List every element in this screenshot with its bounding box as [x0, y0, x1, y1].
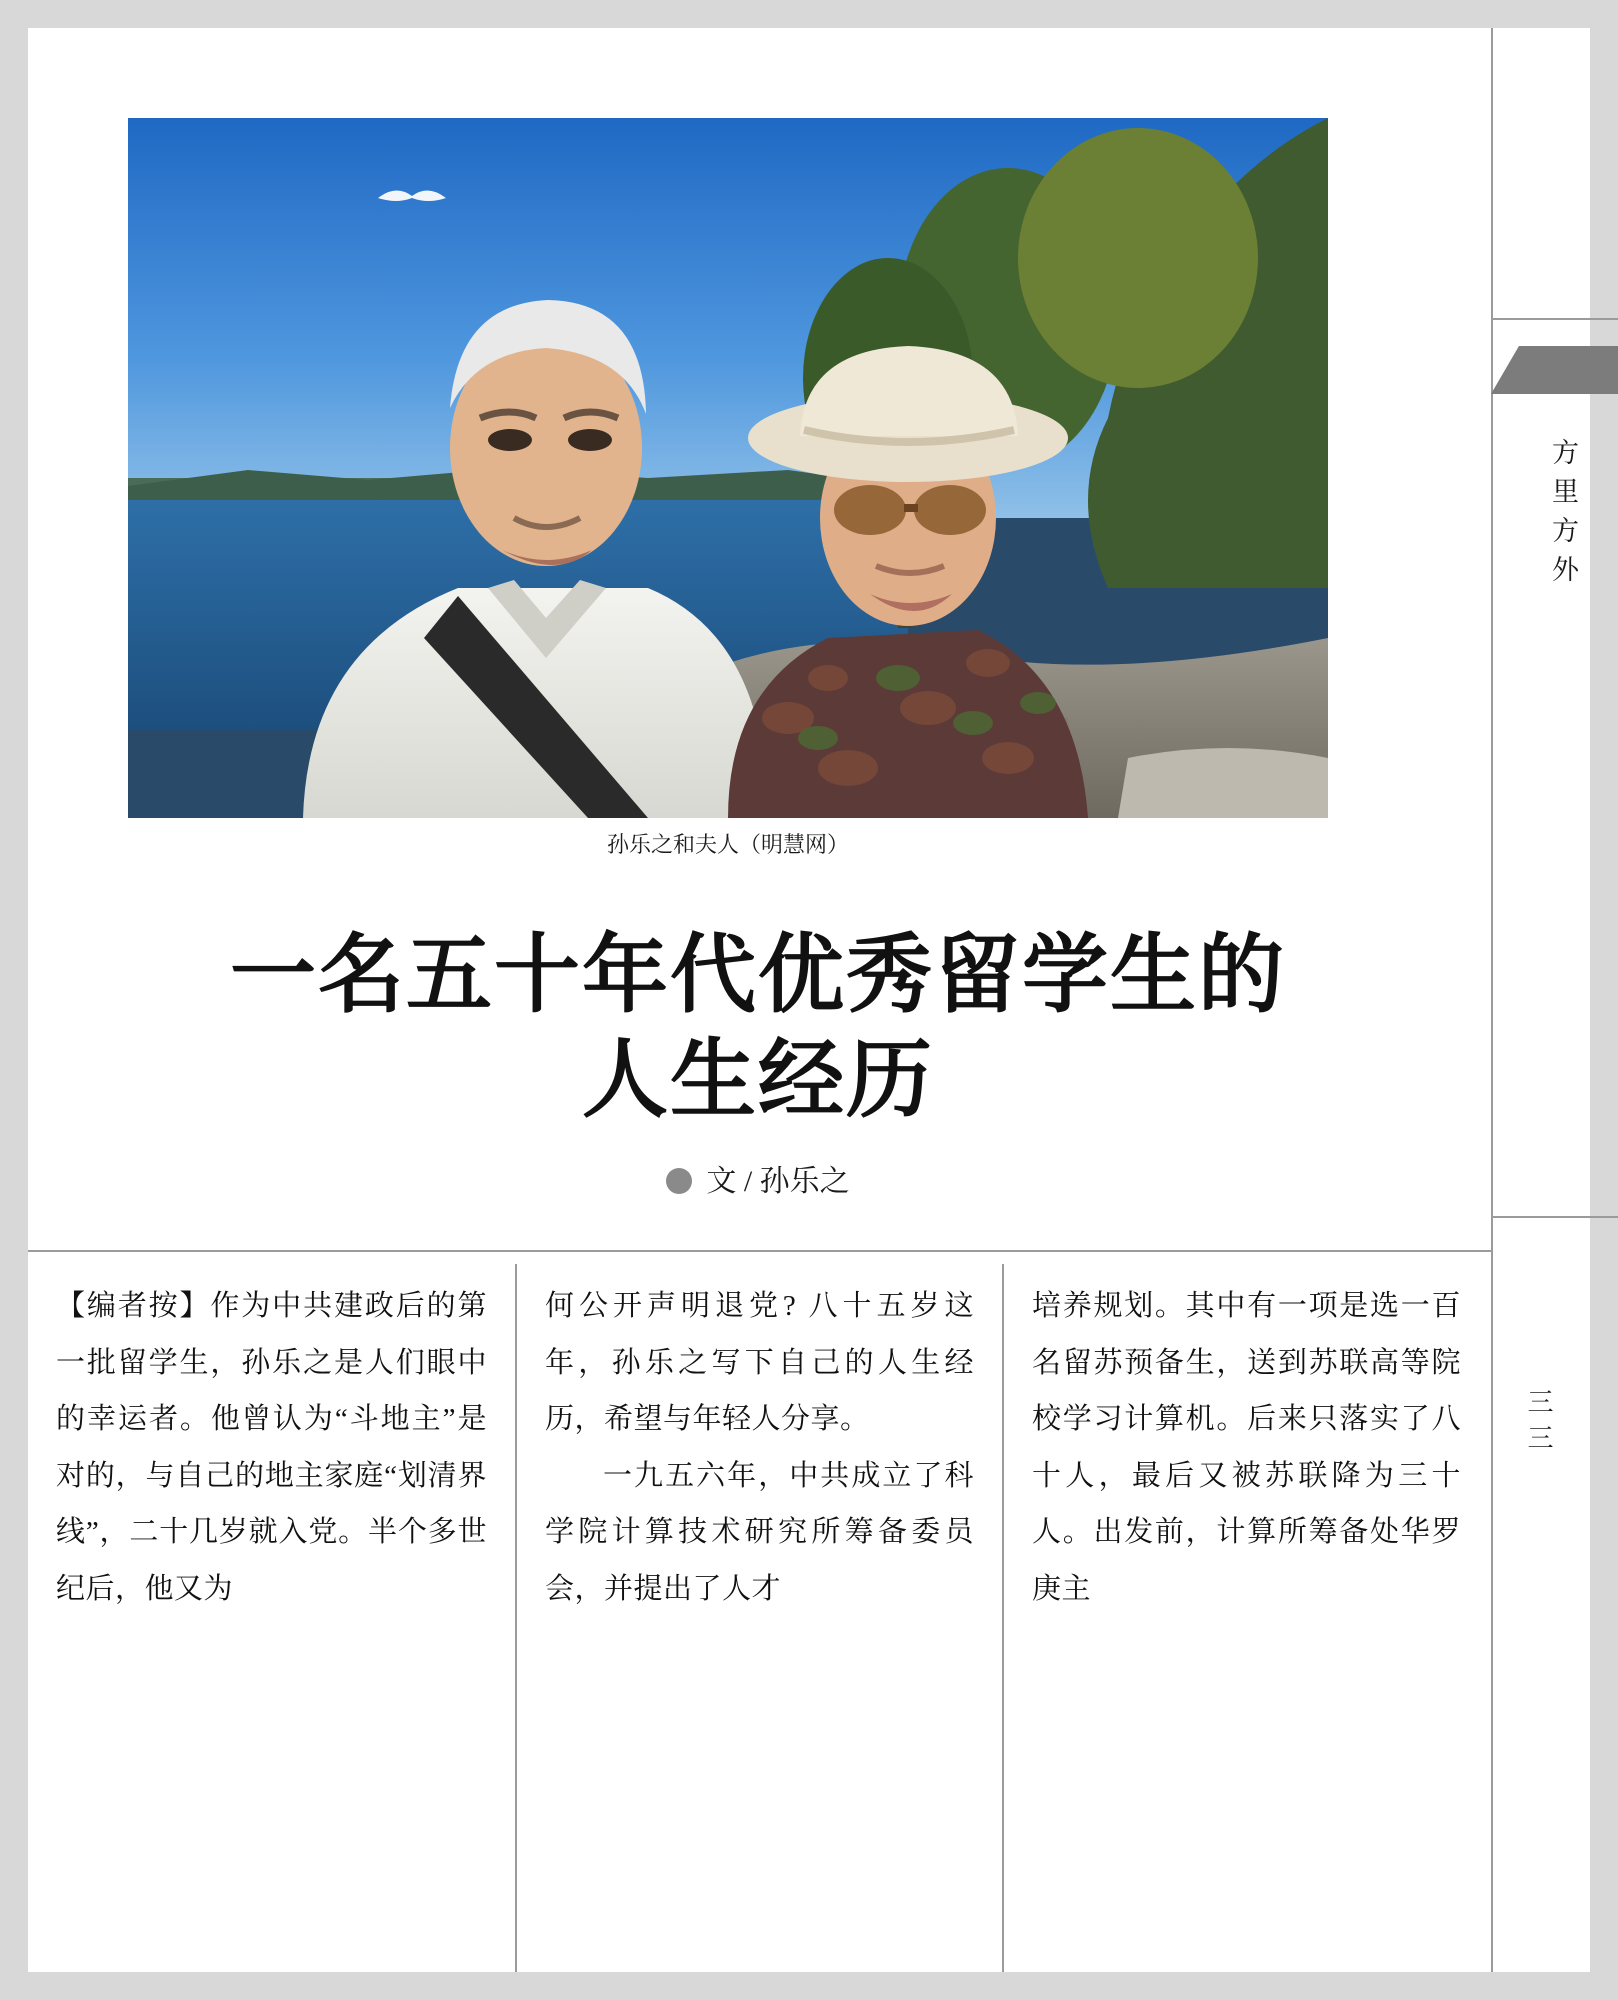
section-tab-shape [1491, 346, 1618, 394]
page-title [88, 923, 1428, 1133]
section-label: 方里方外 [1548, 438, 1578, 594]
byline-text: 文 / 孙乐之 [706, 1165, 850, 1198]
page-sheet [28, 28, 1590, 1972]
photo-image [128, 118, 1328, 818]
photo-caption: 孙乐之和夫人（明慧网） [606, 832, 849, 857]
bullet-icon [666, 1168, 692, 1194]
byline [88, 1156, 1428, 1200]
article-body [28, 1264, 1491, 1972]
body-divider [28, 1250, 1491, 1252]
page-number: 三三 [1524, 1388, 1553, 1460]
paragraph: 一九五六年，中共成立了科学院计算技术研究所筹备委员会，并提出了人才 [545, 1459, 974, 1605]
headline-line-1: 一名五十年代优秀留学生的 [230, 927, 1286, 1023]
column-1 [28, 1264, 515, 1972]
sidebar-divider-bottom [1491, 1216, 1618, 1218]
paragraph: 培养规划。其中有一项是选一百名留苏预备生，送到苏联高等院校学习计算机。后来只落实了八十人，最后又被苏联降为三十人。出发前，计算所筹备处华罗庚主 [1032, 1290, 1461, 1605]
column-2 [515, 1264, 1002, 1972]
sidebar-divider-top [1491, 318, 1618, 320]
column-3 [1002, 1264, 1489, 1972]
paragraph: 何公开声明退党? 八十五岁这年，孙乐之写下自己的人生经历，希望与年轻人分享。 [545, 1290, 974, 1436]
paragraph: 【编者按】作为中共建政后的第一批留学生，孙乐之是人们眼中的幸运者。他曾认为“斗地主”是对的，与自己的地主家庭“划清界线”，二十几岁就入党。半个多世纪后，他又为 [56, 1290, 487, 1605]
headline-line-2: 人生经历 [582, 1031, 934, 1128]
article-photo [128, 118, 1328, 818]
section-tab [1491, 346, 1618, 394]
photo-illustration [128, 118, 1328, 818]
